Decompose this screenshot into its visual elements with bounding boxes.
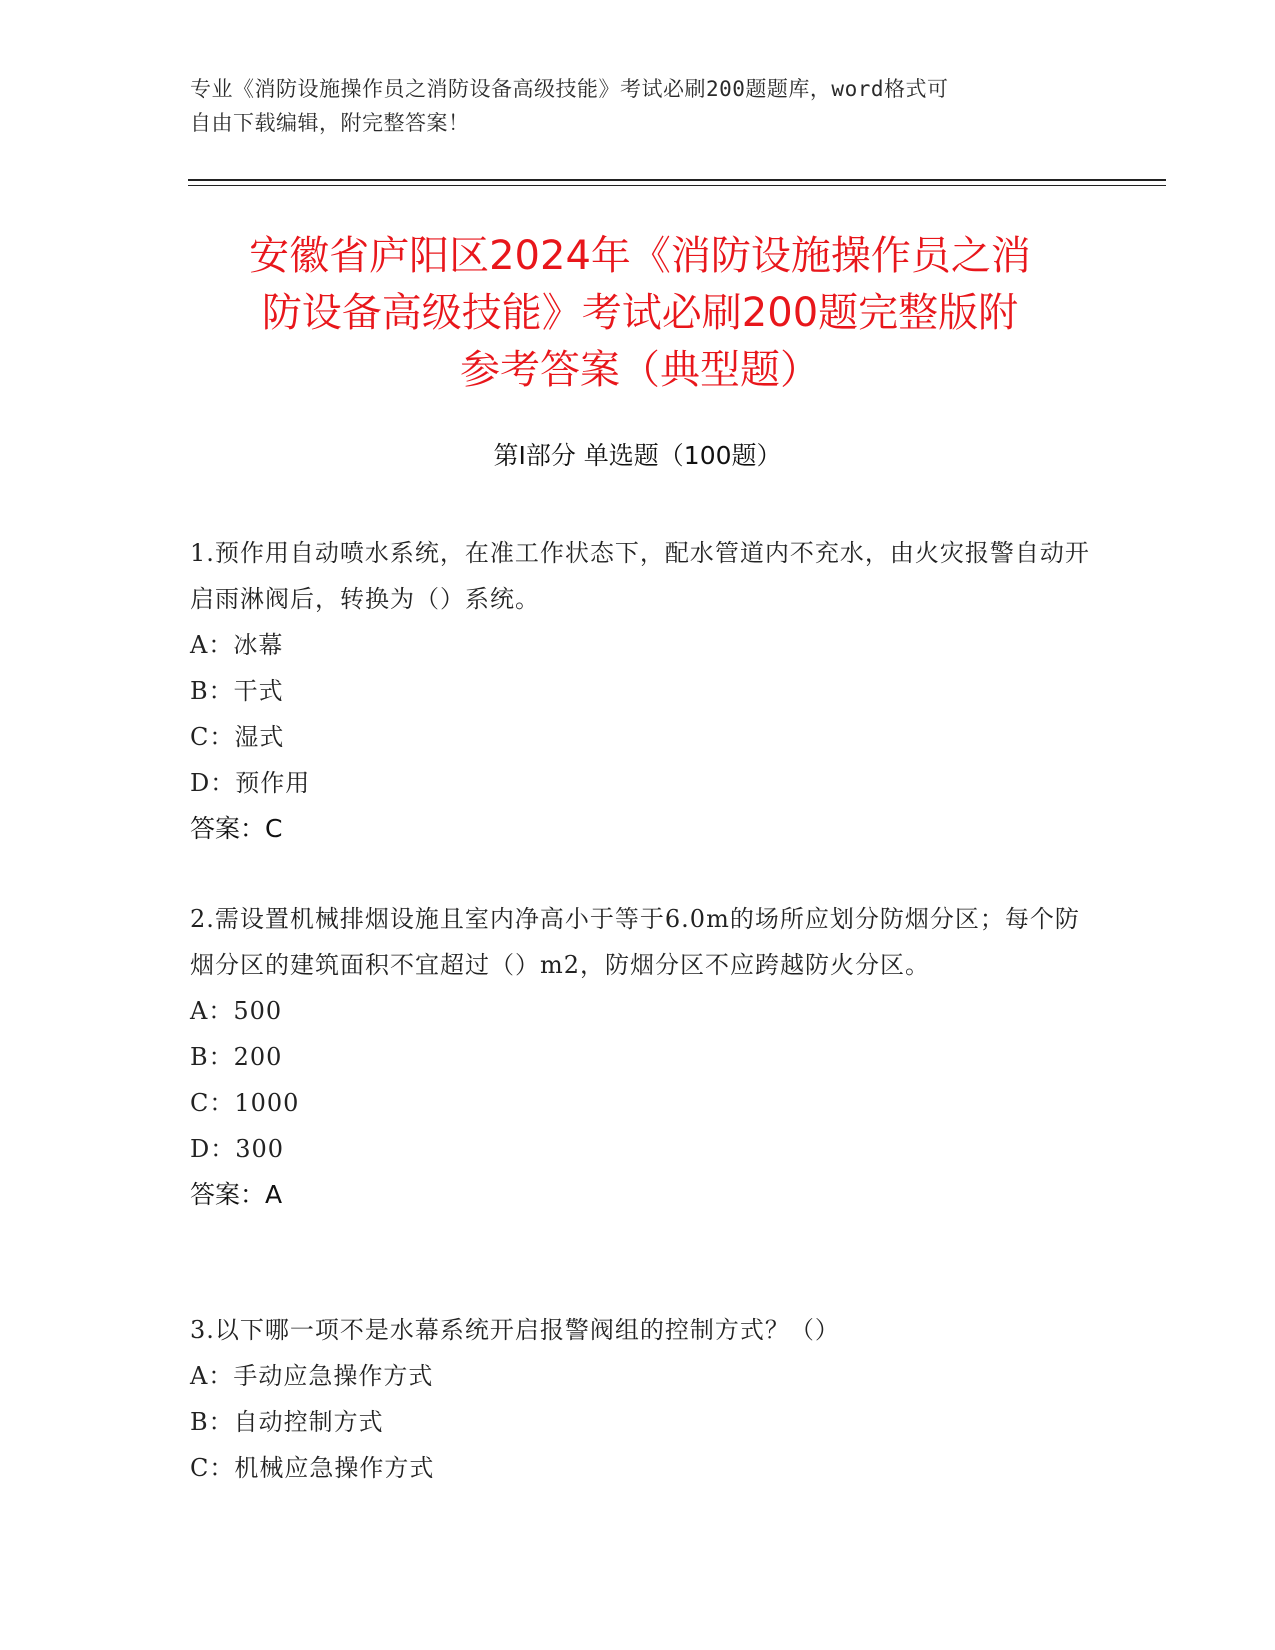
question-text: 3.以下哪一项不是水幕系统开启报警阀组的控制方式？（）: [190, 1316, 840, 1344]
option-c: C：1000: [190, 1089, 300, 1117]
header-line-2: 自由下载编辑，附完整答案！: [190, 111, 470, 135]
question-block: [190, 530, 1090, 852]
section-title: 第Ⅰ部分 单选题（100题）: [493, 441, 782, 470]
header-divider-thin: [188, 185, 1166, 186]
question-block: [190, 896, 1090, 1218]
answer: 答案：A: [190, 1180, 283, 1209]
option-a: A：500: [190, 997, 283, 1025]
title-line-1: 安徽省庐阳区2024年《消防设施操作员之消: [249, 233, 1031, 279]
option-c: C：机械应急操作方式: [190, 1454, 435, 1482]
option-d: D：300: [190, 1135, 285, 1163]
document-title: [180, 228, 1100, 399]
document-header: [190, 72, 1090, 140]
option-d: D：预作用: [190, 769, 311, 797]
header-divider-thick: [188, 179, 1166, 181]
question-text: 2.需设置机械排烟设施且室内净高小于等于6.0m的场所应划分防烟分区；每个防烟分区的建筑面积不宜超过（）m2，防烟分区不应跨越防火分区。: [190, 905, 1080, 979]
title-line-2: 防设备高级技能》考试必刷200题完整版附: [261, 290, 1019, 336]
option-a: A：手动应急操作方式: [190, 1362, 434, 1390]
question-text: 1.预作用自动喷水系统，在准工作状态下，配水管道内不充水，由火灾报警自动开启雨淋阀后，转换为（）系统。: [190, 539, 1090, 613]
answer: 答案：C: [190, 814, 283, 843]
option-b: B：干式: [190, 677, 284, 705]
option-b: B：自动控制方式: [190, 1408, 384, 1436]
title-line-3: 参考答案（典型题）: [460, 347, 820, 393]
option-c: C：湿式: [190, 723, 285, 751]
option-b: B：200: [190, 1043, 283, 1071]
header-line-1: 专业《消防设施操作员之消防设备高级技能》考试必刷200题题库，word格式可: [190, 77, 949, 101]
question-block: [190, 1307, 1090, 1491]
option-a: A：冰幕: [190, 631, 284, 659]
